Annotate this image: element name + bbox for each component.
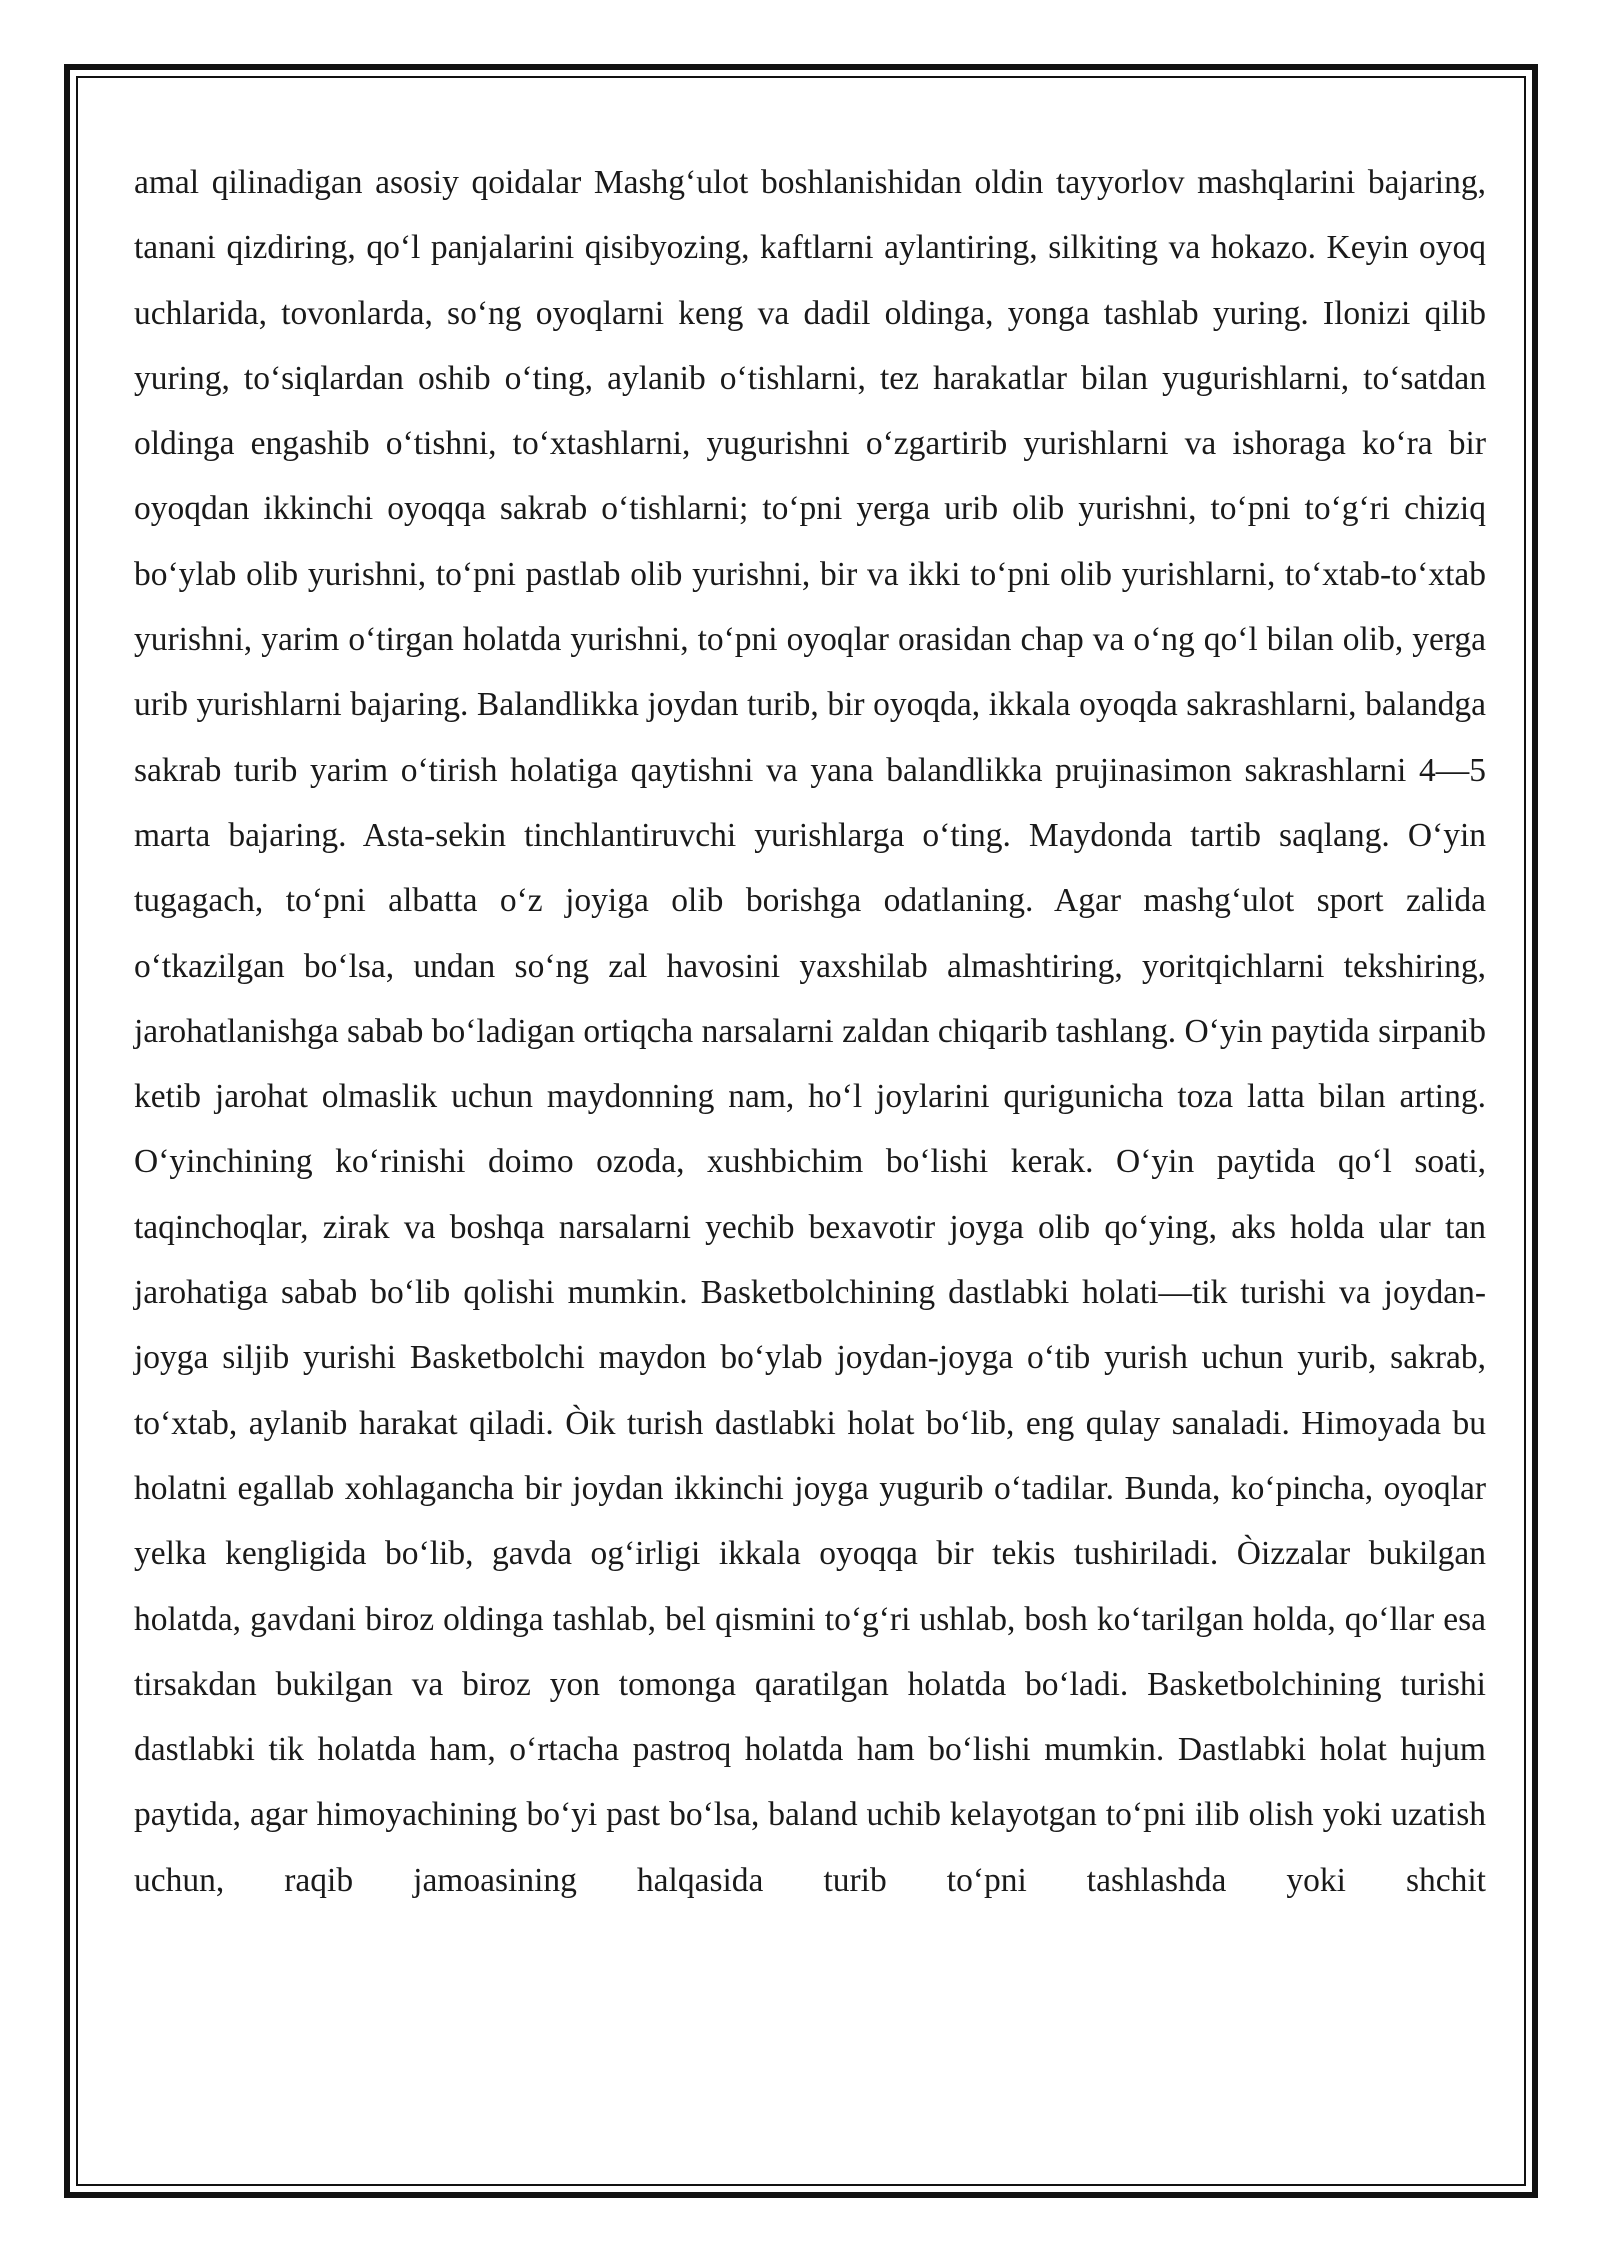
body-paragraph: amal qilinadigan asosiy qoidalar Mashg‘ulot boshlanishidan oldin tayyorlov mashqlarini bajaring, tanani qizdiring, qo‘l panjalarini qisibyozing, kaftlarni aylantiring, silkiting va hokazo. Keyin oyoq uchlarida, tovonlarda, so‘ng oyoqlarni keng va dadil oldinga, yonga tashlab yuring. Ilonizi qilib yuring, to‘siqlardan oshib o‘ting, aylanib o‘tishlarni, tez harakatlar bilan yugurishlarni, to‘satdan oldinga engashib o‘tishni, to‘xtashlarni, yugurishni o‘zgartirib yurishlarni va ishoraga ko‘ra bir oyoqdan ikkinchi oyoqqa sakrab o‘tishlarni; to‘pni yerga urib olib yurishni, to‘pni to‘g‘ri chiziq bo‘ylab olib yurishni, to‘pni pastlab olib yurishni, bir va ikki to‘pni olib yurishlarni, to‘xtab-to‘xtab yurishni, yarim o‘tirgan holatda yurishni, to‘pni oyoqlar orasidan chap va o‘ng qo‘l bilan olib, yerga urib yurishlarni bajaring. Balandlikka joydan turib, bir oyoqda, ikkala oyoqda sakrashlarni, balandga sakrab turib yarim o‘tirish holatiga qaytishni va yana balandlikka prujinasimon sakrashlarni 4—5 marta bajaring. Asta-sekin tinchlantiruvchi yurishlarga o‘ting. Maydonda tartib saqlang. O‘yin tugagach, to‘pni albatta o‘z joyiga olib borishga odatlaning. Agar mashg‘ulot sport zalida o‘tkazilgan bo‘lsa, undan so‘ng zal havosini yaxshilab almashtiring, yoritqichlarni tekshiring, jarohatlanishga sabab bo‘ladigan ortiqcha narsalarni zaldan chiqarib tashlang. O‘yin paytida sirpanib ketib jarohat olmaslik uchun maydonning nam, ho‘l joylarini qurigunicha toza latta bilan arting. O‘yinchining ko‘rinishi doimo ozoda, xushbichim bo‘lishi kerak. O‘yin paytida qo‘l soati, taqinchoqlar, zirak va boshqa narsalarni yechib bexavotir joyga olib qo‘ying, aks holda ular tan jarohatiga sabab bo‘lib qolishi mumkin. Basketbolchining dastlabki holati—tik turishi va joydan-joyga siljib yurishi Basketbolchi maydon bo‘ylab joydan-joyga o‘tib yurish uchun yurib, sakrab, to‘xtab, aylanib harakat qiladi. Òik turish dastlabki holat bo‘lib, eng qulay sanaladi. Himoyada bu holatni egallab xohlagancha bir joydan ikkinchi joyga yugurib o‘tadilar. Bunda, ko‘pincha, oyoqlar yelka kengligida bo‘lib, gavda og‘irligi ikkala oyoqqa bir tekis tushiriladi. Òizzalar bukilgan holatda, gavdani biroz oldinga tashlab, bel qismini to‘g‘ri ushlab, bosh ko‘tarilgan holda, qo‘llar esa tirsakdan bukilgan va biroz yon tomonga qaratilgan holatda bo‘ladi. Basketbolchining turishi dastlabki tik holatda ham, o‘rtacha pastroq holatda ham bo‘lishi mumkin. Dastlabki holat hujum paytida, agar himoyachining bo‘yi past bo‘lsa, baland uchib kelayotgan to‘pni ilib olish yoki uzatish uchun, raqib jamoasining halqasida turib to‘pni tashlashda yoki shchit <box>134 164 1486 1899</box>
